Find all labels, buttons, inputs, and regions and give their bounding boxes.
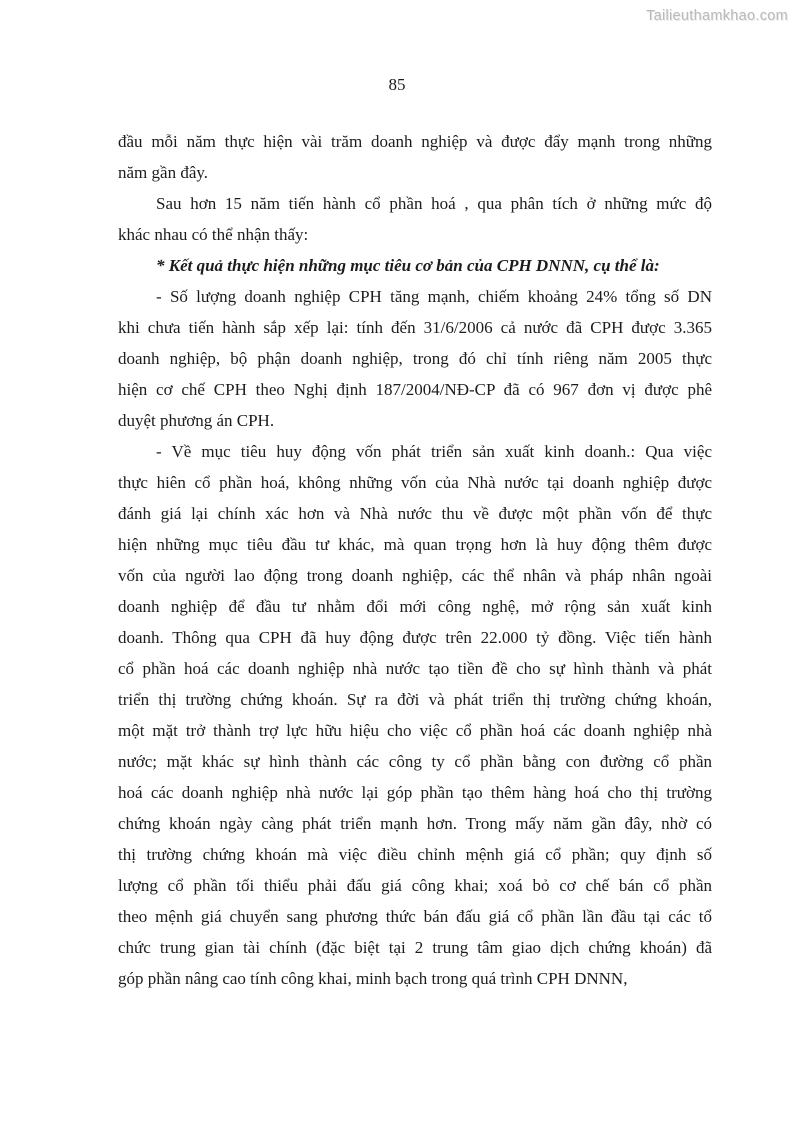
text-line: Sau hơn 15 năm tiến hành cổ phần hoá , qua phân tích ở những mức độ: [156, 194, 712, 213]
text-line: thị trường chứng khoán mà việc điều chỉnh mệnh giá cổ phần; quy định số: [118, 845, 712, 864]
text-line: nước; mặt khác sự hình thành các công ty cổ phần bằng con đường cổ phần: [118, 752, 712, 771]
text-line: hiện cơ chế CPH theo Nghị định 187/2004/NĐ-CP đã có 967 đơn vị được phê: [118, 380, 712, 399]
text-line: khác nhau có thể nhận thấy:: [118, 225, 309, 244]
text-line: góp phần nâng cao tính công khai, minh bạch trong quá trình CPH DNNN,: [118, 969, 628, 988]
text-line: * Kết quả thực hiện những mục tiêu cơ bản của CPH DNNN, cụ thể là:: [156, 256, 660, 275]
text-line: chứng khoán ngày càng phát triển mạnh hơn. Trong mấy năm gần đây, nhờ có: [118, 814, 712, 833]
text-line: đầu mỗi năm thực hiện vài trăm doanh nghiệp và được đẩy mạnh trong những: [118, 132, 712, 151]
text-line: chức trung gian tài chính (đặc biệt tại 2 trung tâm giao dịch chứng khoán) đã: [118, 938, 712, 957]
text-line: triển thị trường chứng khoán. Sự ra đời và phát triển thị trường chứng khoán,: [118, 690, 712, 709]
text-line: cổ phần hoá các doanh nghiệp nhà nước tạo tiền đề cho sự hình thành và phát: [118, 659, 712, 678]
text-line: vốn của người lao động trong doanh nghiệp, các thể nhân và pháp nhân ngoài: [118, 566, 712, 585]
text-line: lượng cổ phần tối thiểu phải đấu giá công khai; xoá bỏ cơ chế bán cổ phần: [118, 876, 712, 895]
text-line: hiện những mục tiêu đầu tư khác, mà quan trọng hơn là huy động thêm được: [118, 535, 712, 554]
text-line: doanh nghiệp để đầu tư nhằm đổi mới công nghệ, mở rộng sản xuất kinh: [118, 597, 712, 616]
text-line: một mặt trở thành trợ lực hữu hiệu cho việc cổ phần hoá các doanh nghiệp nhà: [118, 721, 712, 740]
document-body: [118, 126, 712, 994]
text-line: - Về mục tiêu huy động vốn phát triển sản xuất kinh doanh.: Qua việc: [156, 442, 712, 461]
text-line: hoá các doanh nghiệp nhà nước lại góp phần tạo thêm hàng hoá cho thị trường: [118, 783, 712, 802]
text-line: doanh nghiệp, bộ phận doanh nghiệp, trong đó chỉ tính riêng năm 2005 thực: [118, 349, 712, 368]
text-line: theo mệnh giá chuyển sang phương thức bán đấu giá cổ phần lần đầu tại các tổ: [118, 907, 712, 926]
page-number: 85: [388, 75, 406, 94]
text-line: - Số lượng doanh nghiệp CPH tăng mạnh, chiếm khoảng 24% tổng số DN: [156, 287, 712, 306]
text-line: khi chưa tiến hành sắp xếp lại: tính đến 31/6/2006 cả nước đã CPH được 3.365: [118, 318, 712, 337]
text-line: duyệt phương án CPH.: [118, 411, 275, 430]
watermark: Tailieuthamkhao.com: [646, 8, 788, 24]
text-line: thực hiên cổ phần hoá, không những vốn của Nhà nước tại doanh nghiệp được: [118, 473, 712, 492]
text-line: doanh. Thông qua CPH đã huy động được trên 22.000 tỷ đồng. Việc tiến hành: [118, 628, 712, 647]
text-line: năm gần đây.: [118, 163, 209, 182]
text-line: đánh giá lại chính xác hơn và Nhà nước thu về được một phần vốn để thực: [118, 504, 712, 523]
